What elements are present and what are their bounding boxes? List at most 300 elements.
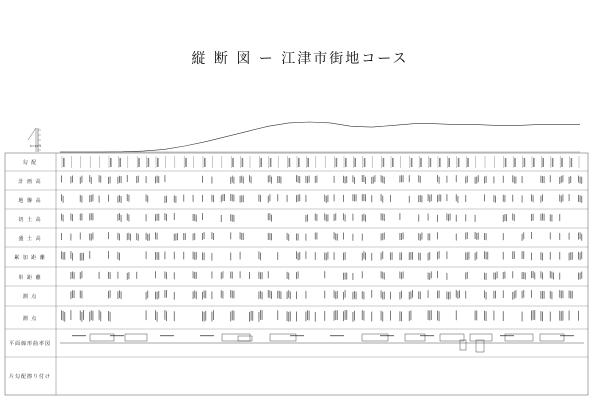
value-glyph [243,177,244,184]
value-glyph [277,310,278,320]
value-glyph [327,195,328,202]
station-column [99,156,102,321]
value-glyph [213,310,214,320]
value-glyph [544,214,545,221]
value-glyph [61,233,62,240]
station-column [183,156,187,259]
row-label: 地 盤 高 [18,197,42,204]
value-glyph [467,252,468,260]
value-glyph [506,214,507,221]
gradient-glyph [204,158,206,167]
value-glyph [493,272,494,279]
value-glyph [381,311,382,321]
gradient-glyph [552,158,554,167]
value-glyph [561,291,562,299]
value-glyph [484,233,485,240]
gradient-glyph [411,158,413,167]
value-glyph [89,175,90,182]
value-glyph [459,290,460,298]
station-column [117,156,121,299]
station-column [493,156,497,320]
value-glyph [487,252,488,260]
value-glyph [399,213,400,220]
value-glyph [363,292,364,300]
value-glyph [204,312,205,322]
value-glyph [581,272,582,279]
value-glyph [117,291,118,299]
value-glyph [193,214,194,221]
value-glyph [128,214,129,221]
value-glyph [183,195,184,202]
value-glyph [523,290,524,298]
value-glyph [523,272,524,279]
value-glyph [251,311,252,321]
value-glyph [232,215,233,222]
value-glyph [155,271,156,278]
station-column [465,156,469,299]
value-glyph [542,194,543,201]
curve-annotation [72,335,86,336]
value-glyph [92,213,93,220]
value-glyph [89,312,90,322]
value-glyph [260,291,261,299]
value-glyph [542,312,543,322]
value-glyph [410,310,411,320]
value-glyph [146,233,147,240]
value-glyph [127,213,128,220]
value-glyph [146,310,147,320]
value-glyph [146,214,147,221]
value-glyph [110,176,111,183]
value-glyph [230,177,231,184]
value-glyph [437,195,438,202]
station-column [164,156,167,321]
value-glyph [117,233,118,240]
gradient-glyph [514,158,516,167]
value-glyph [450,213,451,220]
gradient-glyph [571,158,573,167]
value-glyph [74,272,75,279]
scale-arrow [28,128,36,152]
value-glyph [362,291,363,299]
value-glyph [63,196,64,203]
station-column [136,156,140,279]
value-glyph [476,233,477,240]
value-glyph [268,271,269,278]
value-glyph [512,175,513,182]
gradient-glyph [298,158,300,167]
value-glyph [437,311,438,321]
value-glyph [551,272,552,279]
value-glyph [288,290,289,298]
value-glyph [486,292,487,300]
value-glyph [157,292,158,300]
value-glyph [578,233,579,240]
value-glyph [465,291,466,299]
value-glyph [193,252,194,260]
value-glyph [561,311,562,321]
value-glyph [475,232,476,239]
value-glyph [299,194,300,201]
value-glyph [580,273,581,280]
value-glyph [569,290,570,298]
value-glyph [99,196,100,203]
value-glyph [260,195,261,202]
gradient-glyph [345,158,347,167]
value-glyph [456,290,457,298]
value-glyph [514,291,515,299]
gradient-glyph [524,158,526,167]
value-glyph [155,252,156,260]
value-glyph [193,195,194,202]
value-glyph [213,195,214,202]
value-glyph [81,271,82,278]
value-glyph [346,273,347,280]
value-glyph [316,214,317,221]
value-glyph [335,233,336,240]
value-glyph [296,291,297,299]
value-glyph [512,213,513,220]
value-glyph [130,234,131,241]
value-glyph [412,252,413,260]
value-glyph [202,213,203,220]
value-glyph [456,175,457,182]
value-glyph [420,291,421,299]
value-glyph [63,311,64,321]
value-glyph [240,195,241,202]
row-label: 盛 土 高 [18,235,42,242]
value-glyph [287,291,288,299]
value-glyph [268,176,269,183]
value-glyph [121,176,122,183]
value-glyph [533,214,534,221]
value-glyph [373,177,374,184]
value-glyph [475,253,476,261]
value-glyph [271,291,272,299]
value-glyph [271,215,272,222]
station-column [61,156,65,322]
value-glyph [484,290,485,298]
value-glyph [374,175,375,182]
value-glyph [127,273,128,280]
value-glyph [240,176,241,183]
value-glyph [128,233,129,240]
value-glyph [280,177,281,184]
value-glyph [382,312,383,322]
value-glyph [164,175,165,182]
curve-marker [476,340,484,352]
station-column [174,156,178,321]
value-glyph [211,253,212,261]
value-glyph [61,310,62,320]
value-glyph [381,175,382,182]
value-glyph [258,312,259,322]
value-glyph [204,290,205,298]
value-glyph [315,252,316,260]
value-glyph [467,232,468,239]
value-glyph [157,176,158,183]
value-glyph [512,271,513,278]
value-glyph [484,251,485,259]
value-glyph [305,215,306,222]
value-glyph [446,176,447,183]
value-glyph [211,291,212,299]
value-glyph [269,213,270,220]
value-glyph [531,290,532,298]
value-glyph [551,292,552,300]
value-glyph [232,176,233,183]
value-glyph [531,253,532,261]
value-glyph [343,273,344,280]
value-glyph [363,194,364,201]
station-column [578,156,582,321]
value-glyph [230,290,231,298]
value-glyph [403,271,404,278]
value-glyph [478,233,479,240]
station-column [540,156,544,321]
value-glyph [512,251,513,259]
gradient-glyph [119,158,121,167]
value-glyph [561,176,562,183]
value-glyph [559,194,560,201]
value-glyph [296,195,297,202]
value-glyph [475,215,476,222]
value-glyph [523,232,524,239]
value-glyph [205,311,206,321]
value-glyph [298,234,299,241]
value-glyph [70,176,71,183]
value-glyph [243,195,244,202]
value-glyph [486,273,487,280]
value-glyph [465,195,466,202]
value-glyph [493,195,494,202]
value-glyph [72,176,73,183]
value-glyph [138,176,139,183]
value-glyph [136,176,137,183]
value-glyph [446,213,447,220]
value-glyph [420,176,421,183]
value-glyph [108,177,109,184]
value-glyph [334,232,335,239]
value-glyph [296,251,297,259]
value-glyph [540,252,541,260]
value-glyph [409,175,410,182]
curve-annotation [500,335,514,336]
value-glyph [298,176,299,183]
value-glyph [495,273,496,280]
value-glyph [345,252,346,260]
station-column [512,156,516,300]
value-glyph [164,213,165,220]
value-glyph [418,233,419,240]
row-label: 測 点 [22,315,38,322]
value-glyph [240,232,241,239]
station-column [531,156,535,320]
value-glyph [559,273,560,280]
value-glyph [581,177,582,184]
gradient-glyph [63,158,65,167]
value-glyph [146,292,147,300]
station-column [240,156,244,278]
value-glyph [70,291,71,299]
value-glyph [390,292,391,300]
value-glyph [497,271,498,278]
value-glyph [269,233,270,240]
value-glyph [326,214,327,221]
value-glyph [158,214,159,221]
value-glyph [467,176,468,183]
value-glyph [230,194,231,201]
value-glyph [81,176,82,183]
value-glyph [61,214,62,221]
value-glyph [345,215,346,222]
value-glyph [74,290,75,298]
value-glyph [337,291,338,299]
value-glyph [531,271,532,278]
value-glyph [174,311,175,321]
value-glyph [522,234,523,241]
value-glyph [409,196,410,203]
value-glyph [580,177,581,184]
gradient-glyph [260,158,262,167]
value-glyph [418,195,419,202]
value-glyph [354,311,355,321]
value-glyph [185,233,186,240]
value-glyph [352,214,353,221]
value-glyph [399,271,400,278]
value-glyph [363,214,364,221]
value-glyph [581,251,582,259]
curve-annotation [110,335,124,336]
value-glyph [544,291,545,299]
value-glyph [382,233,383,240]
value-glyph [252,311,253,321]
value-glyph [561,196,562,203]
value-glyph [249,312,250,322]
value-glyph [110,312,111,322]
station-column [456,156,460,320]
value-glyph [343,292,344,300]
value-glyph [326,253,327,261]
value-glyph [503,252,504,260]
value-glyph [64,312,65,322]
gradient-glyph [157,158,159,167]
value-glyph [484,176,485,183]
value-glyph [268,233,269,240]
value-glyph [258,194,259,201]
value-glyph [540,271,541,278]
value-glyph [147,234,148,241]
station-column [211,156,214,321]
value-glyph [157,214,158,221]
value-glyph [70,234,71,241]
value-glyph [249,272,250,279]
value-glyph [410,291,411,299]
gradient-glyph [467,158,469,167]
value-glyph [63,252,64,260]
value-glyph [559,177,560,184]
value-glyph [100,312,101,322]
value-glyph [335,291,336,299]
value-glyph [559,233,560,240]
curve-annotation [200,335,214,336]
value-glyph [476,177,477,184]
value-glyph [354,194,355,201]
row-label: 切 土 高 [18,216,42,223]
value-glyph [381,213,382,220]
value-glyph [157,233,158,240]
value-glyph [337,310,338,320]
value-glyph [390,195,391,202]
gradient-glyph [289,158,291,167]
value-glyph [100,176,101,183]
value-glyph [456,234,457,241]
value-glyph [61,175,62,182]
value-glyph [230,253,231,261]
value-glyph [352,292,353,300]
station-column [437,156,441,321]
value-glyph [486,252,487,260]
station-column [202,156,206,322]
value-glyph [271,177,272,184]
station-column [381,156,385,321]
value-glyph [401,272,402,279]
value-glyph [296,233,297,240]
station-column [362,156,366,321]
value-glyph [221,215,222,222]
value-glyph [202,176,203,183]
value-glyph [138,234,139,241]
value-glyph [428,214,429,221]
value-glyph [381,233,382,240]
gradient-glyph [232,158,234,167]
value-glyph [334,176,335,183]
value-glyph [362,194,363,201]
value-glyph [166,214,167,221]
row-label: 単 距 離 [18,274,42,281]
value-glyph [533,271,534,278]
value-glyph [343,311,344,321]
value-glyph [279,176,280,183]
value-glyph [409,292,410,300]
value-glyph [232,310,233,320]
value-glyph [570,252,571,260]
value-glyph [550,175,551,182]
value-glyph [352,234,353,241]
value-glyph [381,252,382,260]
value-glyph [418,291,419,299]
value-glyph [119,213,120,220]
value-glyph [99,272,100,279]
value-glyph [476,252,477,260]
value-glyph [305,176,306,183]
value-glyph [147,291,148,299]
value-glyph [149,234,150,241]
value-glyph [475,311,476,321]
value-glyph [268,196,269,203]
station-column [522,156,526,321]
value-glyph [580,195,581,202]
gradient-glyph [307,158,309,167]
value-glyph [262,292,263,300]
value-glyph [412,290,413,298]
value-glyph [484,311,485,321]
value-glyph [504,214,505,221]
value-glyph [384,214,385,221]
value-glyph [572,252,573,260]
value-glyph [108,232,109,239]
value-glyph [429,311,430,321]
